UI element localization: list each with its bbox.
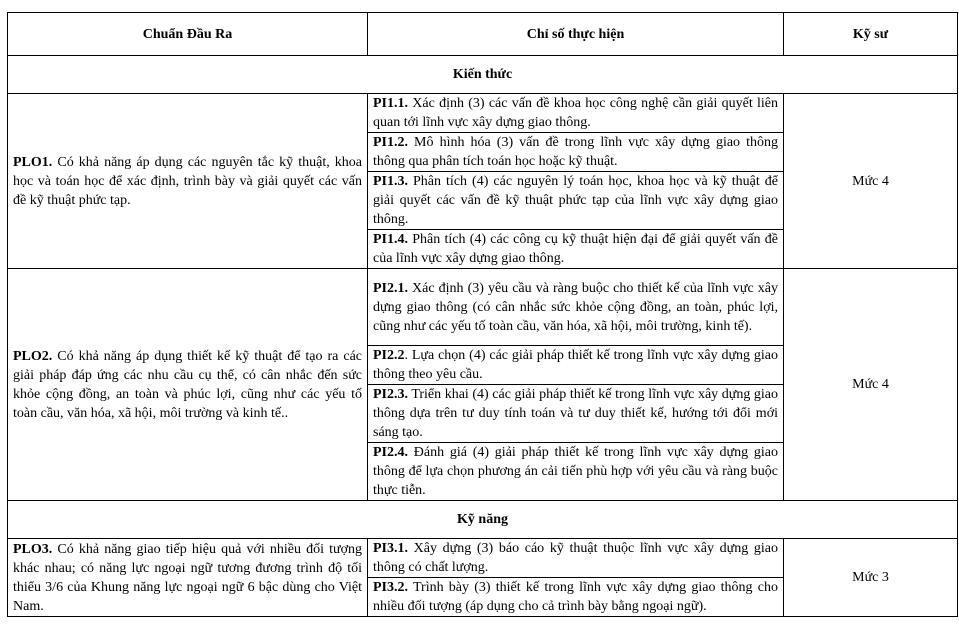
indicator-code: PI1.4. [373,232,408,247]
indicator-code: PI3.2. [373,580,408,595]
indicator-cell [368,94,784,133]
table-row [8,269,958,346]
indicator-code: PI1.3. [373,174,408,189]
indicator-code: PI2.4. [373,445,408,460]
indicator-text: Xác định (3) yêu cầu và ràng buộc cho thiết kế của lĩnh vực xây dựng giao thông (có cân nhắc sức khỏe cộng đồng, an toàn, phúc lợi, cũng như các yếu tố toàn cầu, văn hóa, xã hội, môi trường, kinh tế). [373,280,778,334]
section-title: Kỹ năng [8,501,958,539]
plo-text: Có khả năng giao tiếp hiệu quả với nhiều đối tượng khác nhau; có năng lực ngoại ngữ tương đương trình độ tối thiểu 3/6 của Khung năng lực ngoại ngữ 6 bậc dùng cho Việt Nam. [13,541,362,614]
indicator-cell [368,230,784,269]
indicator-cell [368,539,784,578]
level-cell-plo2: Mức 4 [784,269,958,501]
indicator-text: Trình bày (3) thiết kế trong lĩnh vực xây dựng giao thông cho nhiều đối tượng (áp dụng cho cả trình bày bằng ngoại ngữ). [373,580,778,614]
indicator-code: PI1.2. [373,135,408,150]
header-row [8,13,958,56]
indicator-cell [368,133,784,172]
table-row [8,94,958,133]
indicator-text: Phân tích (4) các công cụ kỹ thuật hiện đại để giải quyết vấn đề của lĩnh vực xây dựng giao thông. [373,232,778,266]
plo-code: PLO1. [13,154,53,170]
indicator-cell [368,385,784,443]
indicator-code: PI2.2 [373,348,405,363]
learning-outcomes-table [7,12,958,617]
section-row-skills [8,501,958,539]
level-cell-plo1: Mức 4 [784,94,958,269]
section-row-knowledge [8,56,958,94]
indicator-cell [368,269,784,346]
indicator-cell [368,443,784,501]
header-indicator: Chỉ số thực hiện [368,13,784,56]
indicator-text: Phân tích (4) các nguyên lý toán học, khoa học và kỹ thuật để giải quyết các vấn đề kỹ thuật phức tạp của lĩnh vực xây dựng giao thông. [373,174,778,227]
plo-cell-plo2 [8,269,368,501]
indicator-text: Xây dựng (3) báo cáo kỹ thuật thuộc lĩnh vực xây dựng giao thông có chất lượng. [373,541,778,575]
plo-text: Có khả năng áp dụng các nguyên tắc kỹ thuật, khoa học và toán học để xác định, trình bày và giải quyết các vấn đề kỹ thuật phức tạp. [13,154,362,208]
header-outcome: Chuẩn Đầu Ra [8,13,368,56]
section-title: Kiến thức [8,56,958,94]
plo-cell-plo1 [8,94,368,269]
plo-code: PLO2. [13,348,53,364]
indicator-code: PI3.1. [373,541,408,556]
header-level: Kỹ sư [784,13,958,56]
plo-text: Có khả năng áp dụng thiết kế kỹ thuật để tạo ra các giải pháp đáp ứng các nhu cầu cụ thể, có cân nhắc đến sức khỏe cộng đồng, an toàn và phúc lợi, cũng như các yếu tố toàn cầu, văn hóa, xã hội, môi trường và kinh tế.. [13,348,362,421]
level-cell-plo3: Mức 3 [784,539,958,617]
indicator-cell [368,346,784,385]
table-row [8,539,958,578]
indicator-text: . Lựa chọn (4) các giải pháp thiết kế trong lĩnh vực xây dựng giao thông theo yêu cầu. [373,348,778,382]
indicator-text: Xác định (3) các vấn đề khoa học công nghệ cần giải quyết liên quan tới lĩnh vực xây dựng giao thông. [373,96,778,130]
indicator-text: Triển khai (4) các giải pháp thiết kế trong lĩnh vực xây dựng giao thông dựa trên tư duy tính toán và tư duy thiết kế, hướng tới đổi mới sáng tạo. [373,387,778,440]
indicator-code: PI2.1. [373,280,408,296]
indicator-cell [368,172,784,230]
indicator-code: PI2.3. [373,387,408,402]
indicator-cell [368,578,784,617]
indicator-text: Mô hình hóa (3) vấn đề trong lĩnh vực xây dựng giao thông thông qua phân tích toán học hoặc kỹ thuật. [373,135,778,169]
indicator-text: Đánh giá (4) giải pháp thiết kế trong lĩnh vực xây dựng giao thông để lựa chọn phương án cải tiến phù hợp với yêu cầu và ràng buộc thực tiễn. [373,445,778,498]
indicator-code: PI1.1. [373,96,408,111]
plo-code: PLO3. [13,541,53,557]
plo-cell-plo3 [8,539,368,617]
